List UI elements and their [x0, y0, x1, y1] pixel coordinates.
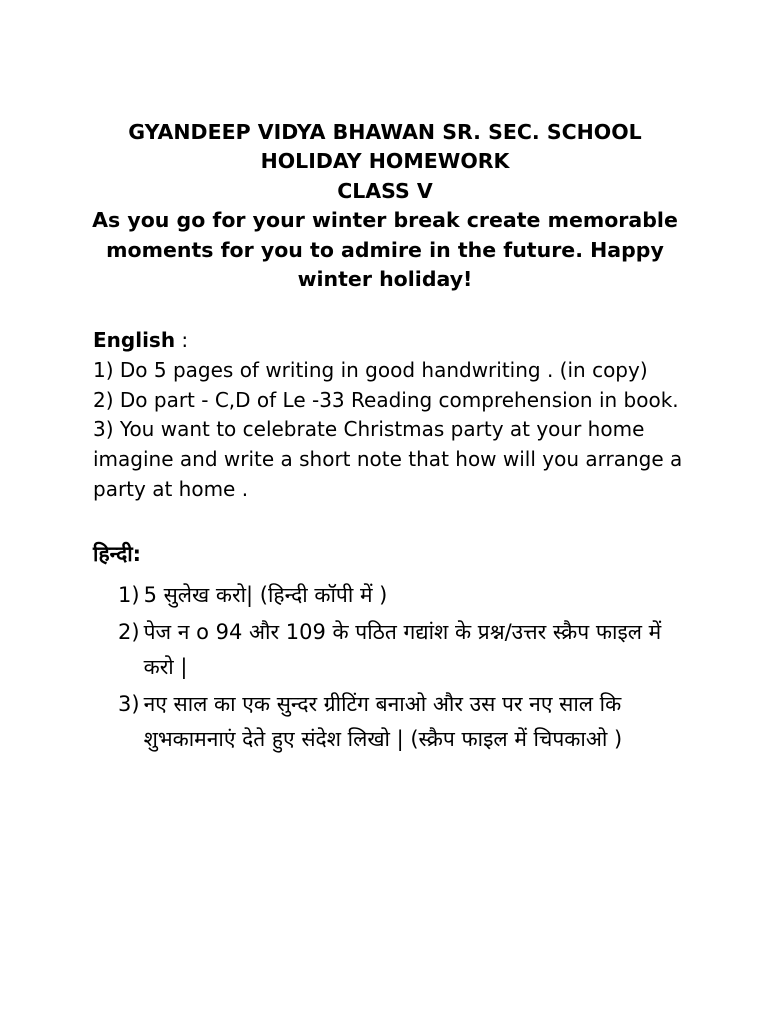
english-item-1: 1) Do 5 pages of writing in good handwriting . (in copy) — [93, 357, 648, 382]
hindi-item-number: 3) — [118, 691, 140, 716]
hindi-item-text: नए साल का एक सुन्दर ग्रीटिंग बनाओ और उस पर नए साल कि शुभकामनाएं देते हुए संदेश लिखो | (स्क्रैप फाइल में चिपकाओ ) — [143, 691, 623, 751]
holiday-message: As you go for your winter break create memorable moments for you to admire in the future. Happy winter holiday! — [92, 208, 678, 292]
english-section — [93, 326, 683, 505]
class-label: CLASS V — [337, 178, 433, 203]
school-name: GYANDEEP VIDYA BHAWAN SR. SEC. SCHOOL — [128, 120, 642, 144]
hindi-item-text: 5 सुलेख करो| (हिन्दी कॉपी में ) — [143, 583, 388, 607]
english-label-suffix: : — [175, 328, 189, 352]
hindi-item-number: 1) — [118, 583, 140, 607]
hindi-item-1 — [118, 578, 678, 614]
hindi-section — [118, 578, 678, 758]
document-title: HOLIDAY HOMEWORK — [260, 149, 510, 174]
english-label: English — [93, 328, 176, 352]
english-heading — [93, 326, 683, 356]
hindi-item-3 — [118, 687, 678, 758]
hindi-item-2 — [118, 615, 678, 686]
hindi-item-text: पेज न o 94 और 109 के पठित गद्यांश के प्रश्न/उत्तर स्क्रैप फाइल में करो | — [143, 619, 662, 679]
english-item-3: 3) You want to celebrate Christmas party at your home imagine and write a short note that how will you arrange a party at home . — [93, 417, 683, 501]
document-header — [90, 118, 680, 294]
hindi-item-number: 2) — [118, 619, 140, 644]
english-item-2: 2) Do part - C,D of Le -33 Reading comprehension in book. — [93, 387, 679, 412]
hindi-heading: हिन्दी: — [93, 542, 142, 566]
